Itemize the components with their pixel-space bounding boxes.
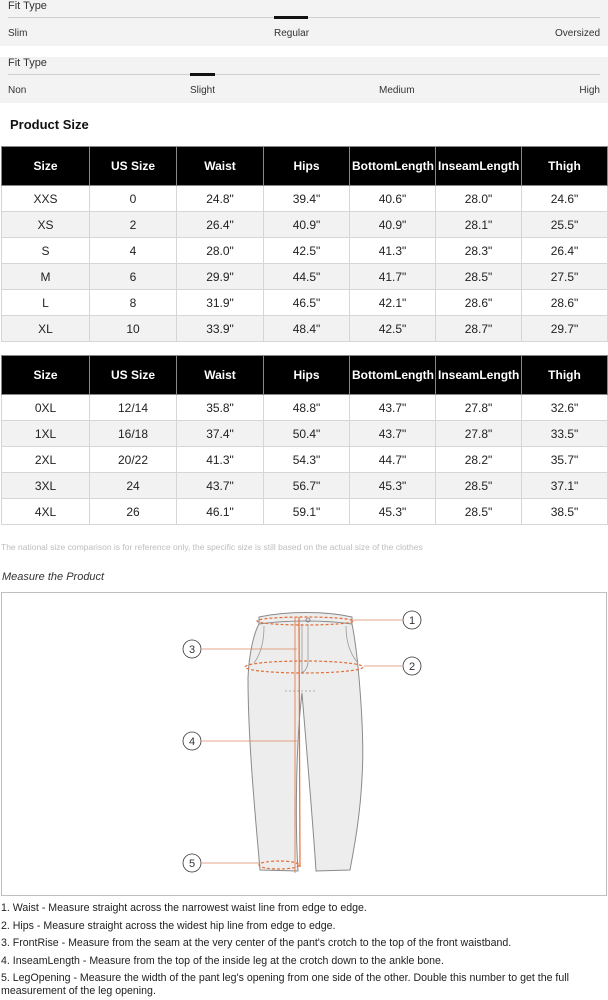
instruction-waist: 1. Waist - Measure straight across the narrowest waist line from edge to edge. xyxy=(1,902,367,914)
cell-us-size: 26 xyxy=(90,499,177,525)
cell-thigh: 28.6" xyxy=(522,290,608,316)
cell-inseam-length: 28.7" xyxy=(436,316,522,342)
cell-hips: 48.4" xyxy=(264,316,350,342)
fit-track xyxy=(8,74,600,75)
instruction-hips: 2. Hips - Measure straight across the widest hip line from edge to edge. xyxy=(1,919,336,932)
fit-label-medium: Medium xyxy=(379,85,415,96)
cell-bottom-length: 45.3" xyxy=(350,473,436,499)
cell-inseam-length: 27.8" xyxy=(436,421,522,447)
cell-size: XL xyxy=(2,316,90,342)
pants-diagram xyxy=(2,593,606,895)
cell-hips: 54.3" xyxy=(264,447,350,473)
fit-type-title: Fit Type xyxy=(8,0,47,12)
table-row xyxy=(2,395,608,421)
svg-text:5: 5 xyxy=(188,858,196,870)
product-size-title: Product Size xyxy=(10,117,89,132)
cell-us-size: 16/18 xyxy=(90,421,177,447)
header-inseam-length: InseamLength xyxy=(436,147,522,186)
svg-text:4: 4 xyxy=(188,736,196,748)
callout-5 xyxy=(183,854,201,872)
cell-hips: 39.4" xyxy=(264,186,350,212)
cell-size: S xyxy=(2,238,90,264)
table-row xyxy=(2,421,608,447)
cell-waist: 43.7" xyxy=(177,473,264,499)
cell-us-size: 6 xyxy=(90,264,177,290)
cell-bottom-length: 42.5" xyxy=(350,316,436,342)
header-thigh: Thigh xyxy=(522,356,608,395)
cell-size: XXS xyxy=(2,186,90,212)
cell-waist: 46.1" xyxy=(177,499,264,525)
header-size: Size xyxy=(2,356,90,395)
fit-label-high: High xyxy=(579,85,600,96)
svg-text:2: 2 xyxy=(408,661,416,673)
table-row xyxy=(2,238,608,264)
cell-bottom-length: 42.1" xyxy=(350,290,436,316)
cell-size: 2XL xyxy=(2,447,90,473)
cell-thigh: 37.1" xyxy=(522,473,608,499)
size-note: The national size comparison is for reference only, the specific size is still based on the actual size of the clothes xyxy=(1,542,423,552)
cell-thigh: 29.7" xyxy=(522,316,608,342)
size-table-plus xyxy=(1,355,608,525)
fit-label-slim: Slim xyxy=(8,28,28,39)
cell-thigh: 27.5" xyxy=(522,264,608,290)
cell-hips: 56.7" xyxy=(264,473,350,499)
cell-hips: 44.5" xyxy=(264,264,350,290)
measure-diagram xyxy=(1,592,607,896)
cell-inseam-length: 28.1" xyxy=(436,212,522,238)
fit-label-oversized: Oversized xyxy=(554,28,600,39)
header-bottom-length: BottomLength xyxy=(350,147,436,186)
measure-instructions xyxy=(1,902,607,997)
table-row xyxy=(2,264,608,290)
cell-thigh: 35.7" xyxy=(522,447,608,473)
instruction-leg-opening: 5. LegOpening - Measure the width of the pant leg's opening from one side of the other. Double this number to get the full measurement of the leg opening. xyxy=(1,972,569,997)
cell-bottom-length: 40.9" xyxy=(350,212,436,238)
cell-us-size: 12/14 xyxy=(90,395,177,421)
cell-us-size: 2 xyxy=(90,212,177,238)
cell-size: 4XL xyxy=(2,499,90,525)
svg-text:1: 1 xyxy=(408,615,416,627)
cell-inseam-length: 28.2" xyxy=(436,447,522,473)
table-row xyxy=(2,447,608,473)
table-row xyxy=(2,316,608,342)
fit-indicator-regular xyxy=(274,16,308,19)
cell-thigh: 32.6" xyxy=(522,395,608,421)
cell-inseam-length: 28.0" xyxy=(436,186,522,212)
header-hips: Hips xyxy=(264,356,350,395)
cell-size: L xyxy=(2,290,90,316)
callout-3 xyxy=(183,640,201,658)
cell-waist: 37.4" xyxy=(177,421,264,447)
cell-thigh: 38.5" xyxy=(522,499,608,525)
cell-waist: 41.3" xyxy=(177,447,264,473)
cell-waist: 31.9" xyxy=(177,290,264,316)
cell-thigh: 24.6" xyxy=(522,186,608,212)
cell-hips: 42.5" xyxy=(264,238,350,264)
header-inseam-length: InseamLength xyxy=(436,356,522,395)
header-size: Size xyxy=(2,147,90,186)
fit-type-title: Fit Type xyxy=(8,57,47,69)
fit-label-slight: Slight xyxy=(190,85,216,96)
header-us-size: US Size xyxy=(90,147,177,186)
cell-hips: 40.9" xyxy=(264,212,350,238)
cell-size: M xyxy=(2,264,90,290)
header-bottom-length: BottomLength xyxy=(350,356,436,395)
measure-title: Measure the Product xyxy=(2,571,105,583)
cell-waist: 26.4" xyxy=(177,212,264,238)
table-header-row xyxy=(2,147,608,186)
cell-us-size: 10 xyxy=(90,316,177,342)
cell-inseam-length: 28.6" xyxy=(436,290,522,316)
table-row xyxy=(2,186,608,212)
cell-inseam-length: 28.5" xyxy=(436,499,522,525)
cell-us-size: 8 xyxy=(90,290,177,316)
cell-inseam-length: 27.8" xyxy=(436,395,522,421)
cell-inseam-length: 28.3" xyxy=(436,238,522,264)
cell-size: XS xyxy=(2,212,90,238)
pants-shape-icon xyxy=(248,613,363,872)
cell-bottom-length: 44.7" xyxy=(350,447,436,473)
cell-thigh: 33.5" xyxy=(522,421,608,447)
fit-type-stretch xyxy=(0,57,608,103)
cell-us-size: 0 xyxy=(90,186,177,212)
callout-2 xyxy=(403,657,421,675)
table-row xyxy=(2,499,608,525)
svg-text:3: 3 xyxy=(188,644,196,656)
cell-bottom-length: 41.7" xyxy=(350,264,436,290)
fit-indicator-slight xyxy=(190,73,215,76)
instruction-front-rise: 3. FrontRise - Measure from the seam at the very center of the pant's crotch to the top of the front waistband. xyxy=(1,937,512,949)
header-hips: Hips xyxy=(264,147,350,186)
cell-waist: 29.9" xyxy=(177,264,264,290)
instruction-inseam-length: 4. InseamLength - Measure from the top of the inside leg at the crotch down to the ankle bone. xyxy=(1,954,444,967)
fit-label-regular: Regular xyxy=(274,28,310,39)
cell-thigh: 25.5" xyxy=(522,212,608,238)
cell-size: 0XL xyxy=(2,395,90,421)
callout-1 xyxy=(403,611,421,629)
cell-bottom-length: 40.6" xyxy=(350,186,436,212)
cell-waist: 28.0" xyxy=(177,238,264,264)
header-thigh: Thigh xyxy=(522,147,608,186)
header-waist: Waist xyxy=(177,356,264,395)
cell-thigh: 26.4" xyxy=(522,238,608,264)
cell-bottom-length: 43.7" xyxy=(350,421,436,447)
fit-type-slim-oversized xyxy=(0,0,608,46)
callout-4 xyxy=(183,732,201,750)
table-row xyxy=(2,473,608,499)
cell-hips: 46.5" xyxy=(264,290,350,316)
cell-hips: 59.1" xyxy=(264,499,350,525)
header-waist: Waist xyxy=(177,147,264,186)
table-row xyxy=(2,290,608,316)
cell-hips: 48.8" xyxy=(264,395,350,421)
cell-waist: 24.8" xyxy=(177,186,264,212)
cell-bottom-length: 41.3" xyxy=(350,238,436,264)
table-header-row xyxy=(2,356,608,395)
cell-bottom-length: 45.3" xyxy=(350,499,436,525)
size-table-regular xyxy=(1,146,608,342)
cell-us-size: 24 xyxy=(90,473,177,499)
cell-hips: 50.4" xyxy=(264,421,350,447)
cell-us-size: 20/22 xyxy=(90,447,177,473)
header-us-size: US Size xyxy=(90,356,177,395)
table-row xyxy=(2,212,608,238)
cell-size: 1XL xyxy=(2,421,90,447)
cell-inseam-length: 28.5" xyxy=(436,473,522,499)
cell-inseam-length: 28.5" xyxy=(436,264,522,290)
cell-size: 3XL xyxy=(2,473,90,499)
cell-bottom-length: 43.7" xyxy=(350,395,436,421)
pants-illustration xyxy=(248,613,363,872)
cell-us-size: 4 xyxy=(90,238,177,264)
cell-waist: 35.8" xyxy=(177,395,264,421)
cell-waist: 33.9" xyxy=(177,316,264,342)
fit-label-non: Non xyxy=(8,85,27,96)
